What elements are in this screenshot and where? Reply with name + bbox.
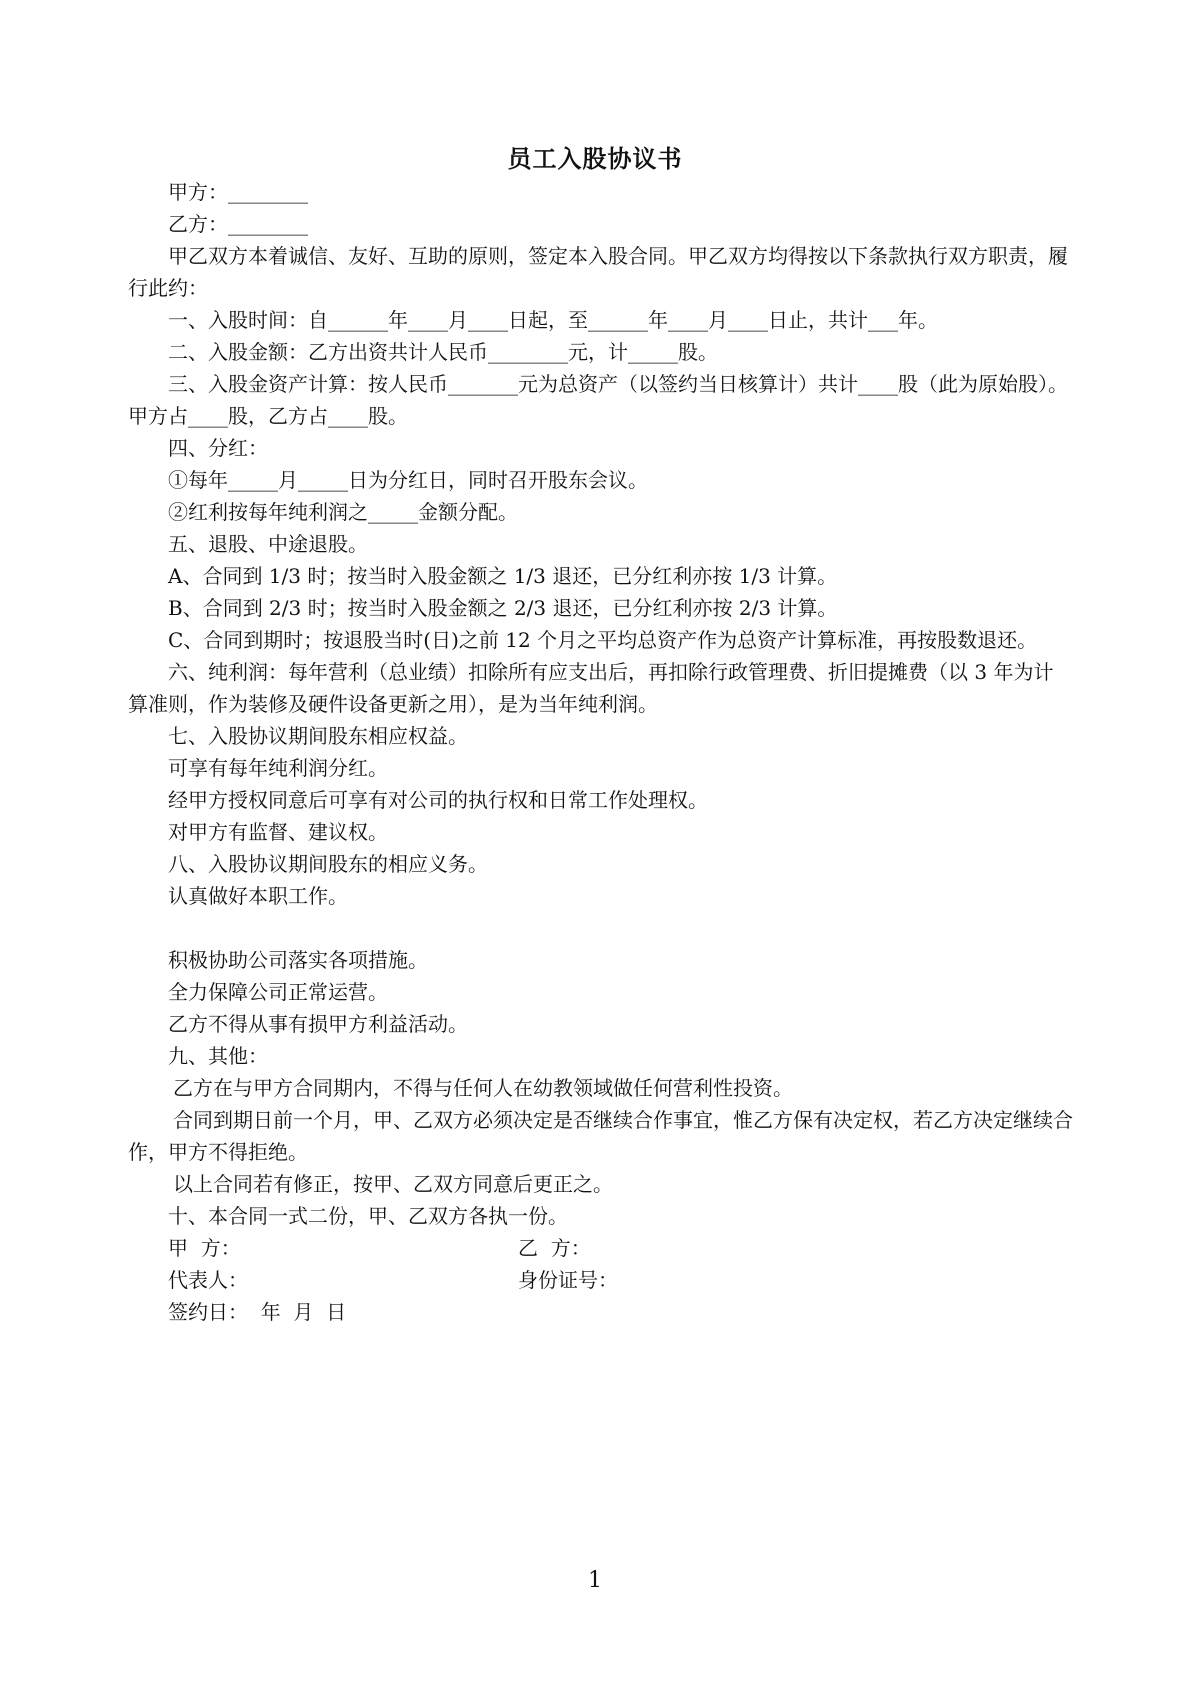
party-a-line: 甲方：________	[168, 180, 308, 204]
clause-8-item-4: 乙方不得从事有损甲方利益活动。	[168, 1012, 468, 1036]
clause-8-obligations-heading: 八、入股协议期间股东的相应义务。	[168, 852, 488, 876]
document-title: 员工入股协议书	[507, 144, 683, 173]
clause-7-item-1: 可享有每年纯利润分红。	[168, 756, 388, 780]
clause-7-item-3: 对甲方有监督、建议权。	[168, 820, 388, 844]
intro-paragraph: 甲乙双方本着诚信、友好、互助的原则，签定本入股合同。甲乙双方均得按以下条款执行双方职责，履行此约：	[128, 244, 1068, 300]
clause-9-item-3: 以上合同若有修正，按甲、乙双方同意后更正之。	[173, 1172, 613, 1196]
document-body	[128, 176, 1073, 1328]
clause-5-item-a: A、合同到 1/3 时；按当时入股金额之 1/3 退还，已分红利亦按 1/3 计算。	[168, 564, 838, 588]
clause-3-asset-calculation: 三、入股金资产计算：按人民币_______元为总资产（以签约当日核算计）共计____股（此为原始股）。甲方占____股，乙方占____股。	[128, 372, 1068, 428]
clause-4-item-1: ①每年_____月_____日为分红日，同时召开股东会议。	[168, 468, 648, 492]
clause-9-item-2: 合同到期日前一个月，甲、乙双方必须决定是否继续合作事宜，惟乙方保有决定权，若乙方决定继续合作，甲方不得拒绝。	[128, 1108, 1073, 1164]
party-a-signature-label: 甲 方：	[168, 1236, 241, 1260]
signature-row-identity	[128, 1264, 1073, 1296]
clause-8-item-2: 积极协助公司落实各项措施。	[168, 948, 428, 972]
clause-8-item-1: 认真做好本职工作。	[168, 884, 348, 908]
clause-4-item-2: ②红利按每年纯利润之_____金额分配。	[168, 500, 518, 524]
party-b-line: 乙方：________	[168, 212, 308, 236]
signature-row-parties	[128, 1232, 1073, 1264]
party-b-signature-label: 乙 方：	[518, 1236, 591, 1260]
clause-5-item-c: C、合同到期时；按退股当时(日)之前 12 个月之平均总资产作为总资产计算标准，再按股数退还。	[168, 628, 1038, 652]
clause-5-item-b: B、合同到 2/3 时；按当时入股金额之 2/3 退还，已分红利亦按 2/3 计算。	[168, 596, 838, 620]
clause-5-withdrawal-heading: 五、退股、中途退股。	[168, 532, 368, 556]
id-number-label: 身份证号：	[518, 1268, 618, 1292]
clause-2-investment-amount: 二、入股金额：乙方出资共计人民币________元，计_____股。	[168, 340, 718, 364]
page-number: 1	[588, 1568, 602, 1593]
clause-9-other-heading: 九、其他：	[168, 1044, 268, 1068]
representative-label: 代表人：	[168, 1268, 248, 1292]
clause-10-copies: 十、本合同一式二份，甲、乙双方各执一份。	[168, 1204, 568, 1228]
clause-4-dividend-heading: 四、分红：	[168, 436, 268, 460]
clause-7-item-2: 经甲方授权同意后可享有对公司的执行权和日常工作处理权。	[168, 788, 708, 812]
clause-1-investment-period: 一、入股时间：自______年____月____日起，至______年____月____日止，共计___年。	[168, 308, 938, 332]
clause-9-item-1: 乙方在与甲方合同期内，不得与任何人在幼教领域做任何营利性投资。	[173, 1076, 793, 1100]
sign-date-label: 签约日： 年 月 日	[168, 1300, 347, 1324]
clause-8-item-3: 全力保障公司正常运营。	[168, 980, 388, 1004]
signature-row-date	[128, 1296, 1073, 1328]
clause-7-rights-heading: 七、入股协议期间股东相应权益。	[168, 724, 468, 748]
blank-line	[128, 912, 1073, 944]
clause-6-net-profit: 六、纯利润：每年营利（总业绩）扣除所有应支出后，再扣除行政管理费、折旧提摊费（以 3 年为计算准则，作为装修及硬件设备更新之用），是为当年纯利润。	[128, 660, 1054, 716]
